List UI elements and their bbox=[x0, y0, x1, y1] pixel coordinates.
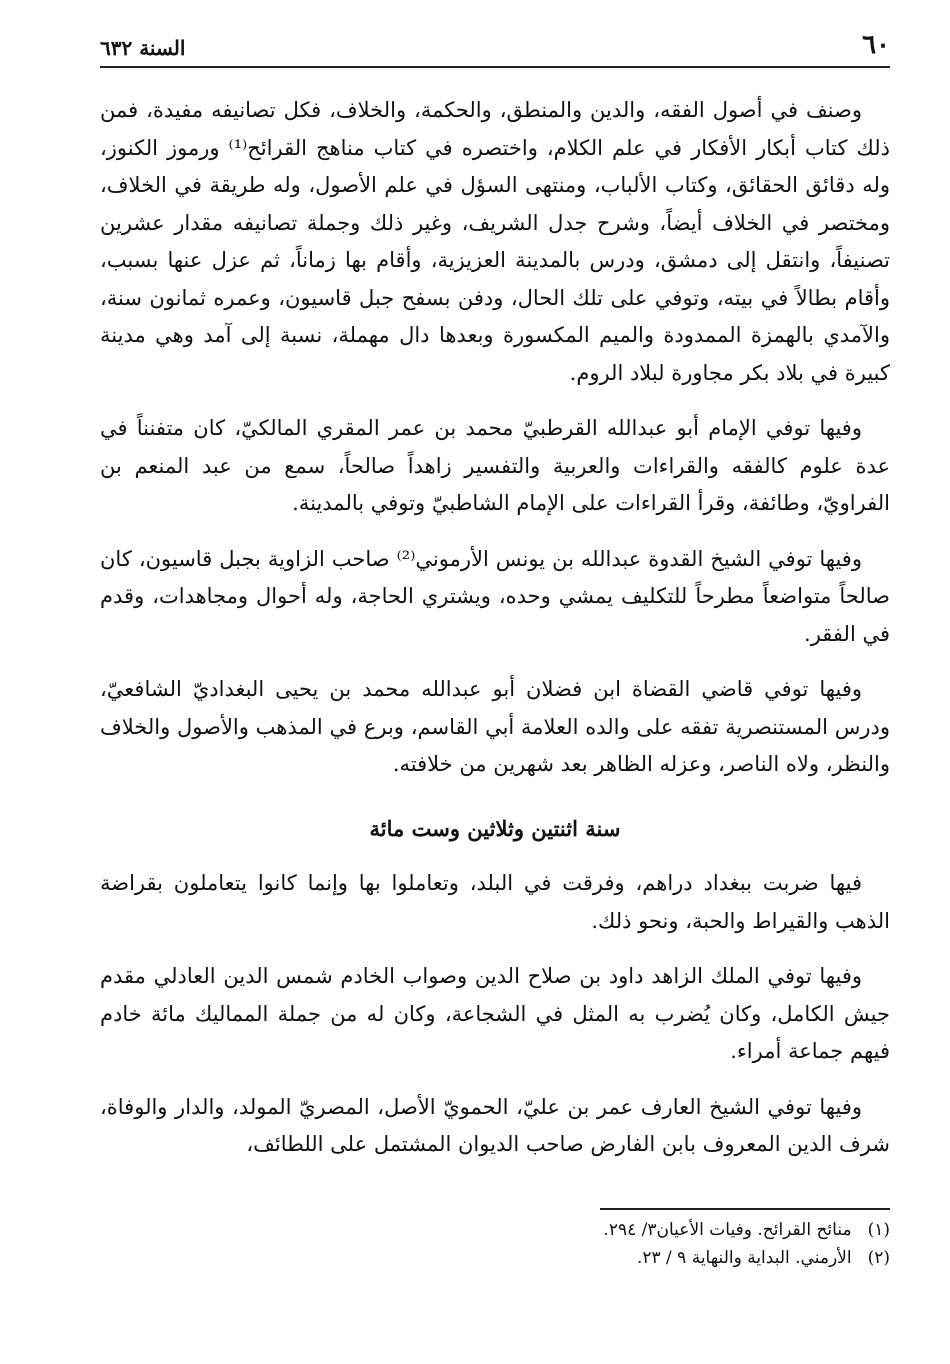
footnotes bbox=[100, 1216, 890, 1272]
header-divider bbox=[100, 66, 890, 68]
paragraph: فيها ضربت ببغداد دراهم، وفرقت في البلد، وتعاملوا بها وإنما كانوا يتعاملون بقراضة الذهب والقيراط والحبة، ونحو ذلك. bbox=[100, 871, 890, 933]
footnote bbox=[100, 1216, 890, 1244]
footnote-number: (٢) bbox=[867, 1248, 890, 1268]
footnote-number: (١) bbox=[867, 1220, 890, 1240]
paragraph: وفيها توفي الإمام أبو عبدالله القرطبيّ محمد بن عمر المقري المالكيّ، كان متفنناً في عدة علوم كالفقه والقراءات والعربية والتفسير زاهداً صالحاً، سمع من عبد المنعم بن الفراويّ، وطائفة، وقرأ القراءات على الإمام الشاطبيّ وتوفي بالمدينة. bbox=[100, 416, 890, 515]
paragraph: وفيها توفي الشيخ العارف عمر بن عليّ، الحمويّ الأصل، المصريّ المولد، والدار والوفاة، شرف الدين المعروف بابن الفارض صاحب الديوان المشتمل على اللطائف، bbox=[100, 1094, 890, 1156]
section-heading: سنة اثنتين وثلاثين وست مائة bbox=[369, 815, 621, 841]
footnote-divider bbox=[600, 1208, 890, 1210]
footnote-text: الأرمني. البداية والنهاية ٩ / ٢٣. bbox=[636, 1248, 852, 1268]
paragraph: وصنف في أصول الفقه، والدين والمنطق، والحكمة، والخلاف، فكل تصانيفه مفيدة، فمن ذلك كتاب أبكار الأفكار في علم الكلام، واختصره في كتاب مناهج القرائح⁽¹⁾ ورموز الكنوز، وله دقائق الحقائق، وكتاب الألباب، ومنتهى السؤل في علم الأصول، وله طريقة في الخلاف، ومختصر في الخلاف أيضاً، وشرح جدل الشريف، وغير ذلك وجملة تصانيفه مقدار عشرين تصنيفاً، وانتقل إلى دمشق، ودرس بالمدينة العزيزية، وأقام بها زماناً، ثم عزل عنها بسبب، وأقام بطالاً في بيته، وتوفي على تلك الحال، ودفن بسفح جبل قاسيون، وعمره ثمانون سنة، والآمدي بالهمزة الممدودة والميم المكسورة وبعدها دال مهملة، نسبة إلى آمد وهي مدينة كبيرة في بلاد بكر مجاورة لبلاد الروم. bbox=[100, 98, 890, 385]
main-text bbox=[100, 92, 890, 1182]
footnote-text: منائح القرائح. وفيات الأعيان٣/ ٢٩٤. bbox=[603, 1220, 852, 1240]
page-header bbox=[100, 28, 890, 64]
running-head-year: السنة ٦٣٢ bbox=[100, 36, 186, 60]
paragraph: وفيها توفي الشيخ القدوة عبدالله بن يونس الأرموني⁽²⁾ صاحب الزاوية بجبل قاسيون، كان صالحاً متواضعاً مطرحاً للتكليف يمشي وحده، ويشتري الحاجة، وله أحوال ومجاهدات، وقدم في الفقر. bbox=[100, 546, 890, 646]
page-number: ٦٠ bbox=[862, 30, 890, 60]
footnote bbox=[100, 1244, 890, 1272]
paragraph: وفيها توفي الملك الزاهد داود بن صلاح الدين وصواب الخادم شمس الدين العادلي مقدم جيش الكامل، وكان يُضرب به المثل في الشجاعة، وكان له من جملة المماليك مائة خادم فيهم جماعة أمراء. bbox=[100, 964, 890, 1063]
paragraph: وفيها توفي قاضي القضاة ابن فضلان أبو عبدالله محمد بن يحيى البغداديّ الشافعيّ، ودرس المستنصرية تفقه على والده العلامة أبي القاسم، وبرع في المذهب والأصول والخلاف والنظر، ولاه الناصر، وعزله الظاهر بعد شهرين من خلافته. bbox=[100, 677, 890, 776]
